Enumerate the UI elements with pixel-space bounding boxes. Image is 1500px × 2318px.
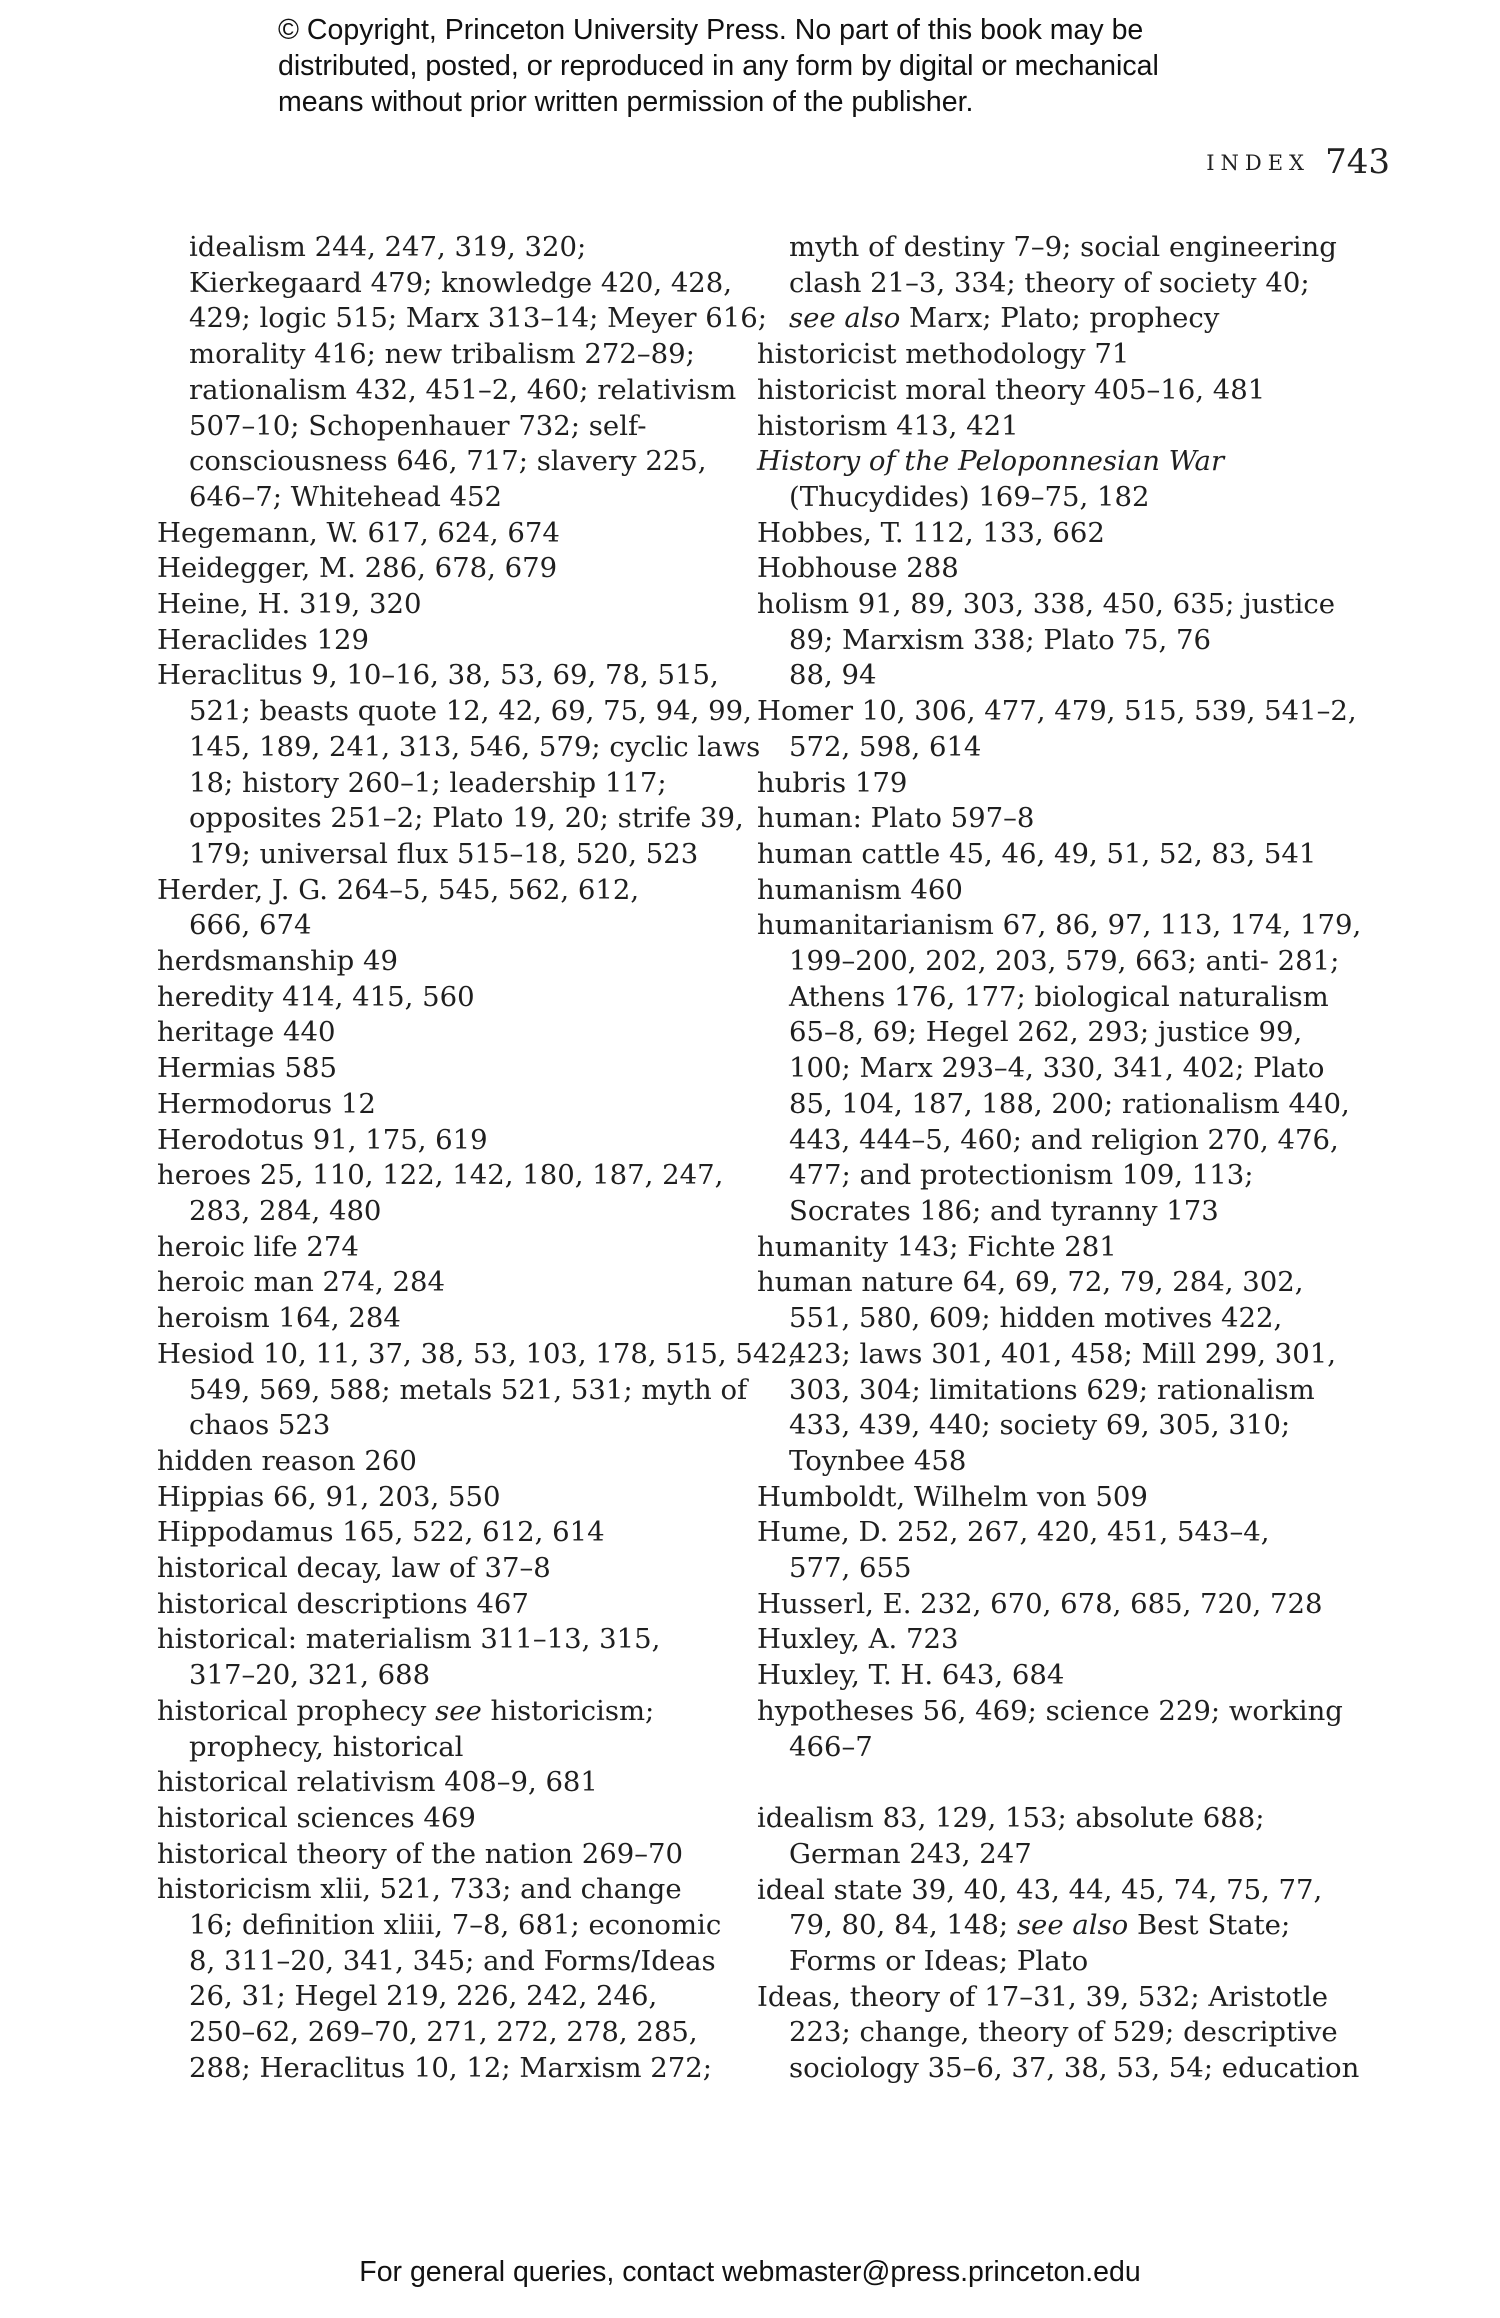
index-entry: [157, 944, 737, 980]
index-entry-continuation-line: 577, 655: [789, 1552, 912, 1585]
index-entry-continuation-line: 466–7: [789, 1730, 873, 1763]
index-entry: [157, 873, 737, 944]
index-entry-continuation-line: 26, 31; Hegel 219, 226, 242, 246,: [189, 1980, 658, 2013]
index-entry-continuation-line: 423; laws 301, 401, 458; Mill 299, 301,: [789, 1337, 1337, 1370]
index-entry-continuation-line: 18; history 260–1; leadership 117;: [189, 766, 667, 799]
index-entry-heading-line: Heidegger, M. 286, 678, 679: [157, 552, 558, 585]
index-entry-continuation-line: German 243, 247: [789, 1837, 1032, 1870]
index-entry-heading-line: historicism xlii, 521, 733; and change: [157, 1873, 682, 1906]
index-entry-heading-line: hypotheses 56, 469; science 229; working: [757, 1694, 1343, 1727]
index-entry-continuation-line: 88, 94: [789, 659, 877, 692]
index-entry-heading-line: historical: materialism 311–13, 315,: [157, 1623, 661, 1656]
index-entry-heading-line: historism 413, 421: [757, 409, 1019, 442]
index-entry-heading-line: Hegemann, W. 617, 624, 674: [157, 516, 560, 549]
index-entry-heading-line: ideal state 39, 40, 43, 44, 45, 74, 75, 77,: [757, 1873, 1323, 1906]
index-letter-break: [757, 1765, 1337, 1801]
index-entry: [157, 1480, 737, 1516]
index-entry: [757, 409, 1337, 445]
index-entry-continuation-line: (Thucydides) 169–75, 182: [789, 480, 1150, 513]
index-entry-continuation-line: 283, 284, 480: [189, 1194, 382, 1227]
running-head: [1206, 142, 1390, 182]
index-entry: [757, 337, 1337, 373]
index-entry-heading-line: myth of destiny 7–9; social engineering: [789, 231, 1337, 263]
index-entry: [157, 1230, 737, 1266]
index-entry-continuation-line: 433, 439, 440; society 69, 305, 310;: [789, 1409, 1291, 1442]
index-entry: [157, 1123, 737, 1159]
index-entry-continuation-line: see also Marx; Plato; prophecy: [789, 302, 1220, 335]
index-entry-heading-line: Huxley, A. 723: [757, 1623, 959, 1656]
index-entry-heading-line: Herder, J. G. 264–5, 545, 562, 612,: [157, 873, 640, 906]
index-entry-heading-line: Hermodorus 12: [157, 1087, 376, 1120]
index-entry: [757, 1622, 1337, 1658]
index-entry-heading-line: Ideas, theory of 17–31, 39, 532; Aristotle: [757, 1980, 1329, 2013]
index-entry: [757, 1694, 1343, 1765]
index-entry-heading-line: Hobhouse 288: [757, 552, 959, 585]
index-column-right: [757, 230, 1362, 2087]
index-entry: [157, 1015, 737, 1051]
index-entry-heading-line: heroes 25, 110, 122, 142, 180, 187, 247,: [157, 1159, 724, 1192]
index-entry-heading-line: human: Plato 597–8: [757, 802, 1035, 835]
index-entry: [757, 908, 1362, 1229]
index-entry: [757, 766, 1337, 802]
index-entry: [757, 801, 1337, 837]
index-entry-heading-line: Hippias 66, 91, 203, 550: [157, 1480, 501, 1513]
index-entry-heading-line: Hesiod 10, 11, 37, 38, 53, 103, 178, 515, 542,: [157, 1337, 797, 1370]
copyright-line-2: distributed, posted, or reproduced in any form by digital or mechanical: [278, 50, 1159, 82]
index-entry-continuation-line: Socrates 186; and tyranny 173: [789, 1194, 1219, 1227]
index-entry: [157, 587, 737, 623]
running-head-label: INDEX: [1206, 151, 1310, 175]
index-entry-heading-line: human nature 64, 69, 72, 79, 284, 302,: [757, 1266, 1304, 1299]
index-entry-continuation-line: prophecy, historical: [189, 1730, 464, 1763]
index-entry: [757, 837, 1337, 873]
index-entry-continuation-line: Athens 176, 177; biological naturalism: [789, 980, 1329, 1013]
index-entry-continuation-line: 16; definition xliii, 7–8, 681; economic: [189, 1909, 722, 1942]
index-entry-continuation-line: sociology 35–6, 37, 38, 53, 54; education: [789, 2052, 1360, 2085]
index-entry: [157, 1872, 737, 2086]
index-entry-continuation-line: 288; Heraclitus 10, 12; Marxism 272;: [189, 2051, 713, 2084]
index-entry: [157, 1515, 737, 1551]
index-entry-heading-line: herdsmanship 49: [157, 945, 398, 978]
index-entry-heading-line: Hobbes, T. 112, 133, 662: [757, 516, 1105, 549]
index-entry-continuation-line: 549, 569, 588; metals 521, 531; myth of: [189, 1373, 748, 1406]
index-entry: [157, 551, 737, 587]
index-entry-continuation-line: 79, 80, 84, 148; see also Best State;: [789, 1909, 1291, 1942]
index-entry: [157, 1801, 737, 1837]
index-entry-heading-line: heroic life 274: [157, 1230, 359, 1263]
index-entry-heading-line: historical relativism 408–9, 681: [157, 1766, 598, 1799]
index-entry: [757, 230, 1337, 337]
index-entry: [757, 1480, 1337, 1516]
index-entry-continuation-line: 223; change, theory of 529; descriptive: [789, 2016, 1338, 2049]
index-entry-heading-line: heroism 164, 284: [157, 1302, 401, 1335]
index-entry-continuation-line: consciousness 646, 717; slavery 225,: [189, 445, 707, 478]
index-entry-continuation-line: 477; and protectionism 109, 113;: [789, 1159, 1254, 1192]
index-entry: [157, 1765, 737, 1801]
index-entry-heading-line: idealism 83, 129, 153; absolute 688;: [757, 1802, 1265, 1835]
index-entry: [757, 1658, 1337, 1694]
index-entry-continuation-line: clash 21–3, 334; theory of society 40;: [789, 266, 1310, 299]
index-entry-continuation-line: 429; logic 515; Marx 313–14; Meyer 616;: [189, 302, 767, 335]
index-entry: [157, 1051, 737, 1087]
index-entry-continuation-line: 666, 674: [189, 909, 312, 942]
copyright-notice: [278, 12, 1278, 120]
index-entry-heading-line: holism 91, 89, 303, 338, 450, 635; justice: [757, 588, 1336, 621]
copyright-line-1: © Copyright, Princeton University Press. No part of this book may be: [278, 14, 1144, 46]
index-entry-heading-line: historicist moral theory 405–16, 481: [757, 373, 1266, 406]
index-entry: [157, 1587, 737, 1623]
index-entry: [757, 1230, 1337, 1266]
index-entry-continuation-line: chaos 523: [189, 1409, 331, 1442]
index-entry-heading-line: historical prophecy see historicism;: [157, 1694, 655, 1727]
index-entry-continuation-line: 317–20, 321, 688: [189, 1659, 431, 1692]
index-entry-continuation-line: 8, 311–20, 341, 345; and Forms/Ideas: [189, 1944, 716, 1977]
index-entry-heading-line: Huxley, T. H. 643, 684: [757, 1659, 1065, 1692]
index-entry: [157, 1337, 797, 1444]
index-entry: [157, 1087, 737, 1123]
index-entry: [757, 1873, 1337, 1980]
index-entry-continuation-line: 250–62, 269–70, 271, 272, 278, 285,: [189, 2016, 698, 2049]
index-entry-heading-line: historical descriptions 467: [157, 1587, 529, 1620]
index-entry-heading-line: Humboldt, Wilhelm von 509: [757, 1480, 1148, 1513]
index-entry: [157, 1444, 737, 1480]
index-entry-continuation-line: 443, 444–5, 460; and religion 270, 476,: [789, 1123, 1339, 1156]
index-entry-continuation-line: 521; beasts quote 12, 42, 69, 75, 94, 99,: [189, 695, 752, 728]
index-entry-continuation-line: 85, 104, 187, 188, 200; rationalism 440,: [789, 1087, 1350, 1120]
index-entry: [757, 551, 1337, 587]
index-entry: [757, 694, 1357, 765]
index-entry-heading-line: Hippodamus 165, 522, 612, 614: [157, 1516, 605, 1549]
index-entry: [757, 444, 1337, 515]
index-entry-heading-line: humanism 460: [757, 873, 963, 906]
index-entry-heading-line: heroic man 274, 284: [157, 1266, 446, 1299]
page-number: 743: [1325, 142, 1390, 182]
index-entry-continuation-line: 646–7; Whitehead 452: [189, 480, 503, 513]
index-entry-heading-line: Hermias 585: [157, 1052, 338, 1085]
index-entry-continuation-line: opposites 251–2; Plato 19, 20; strife 39,: [189, 802, 744, 835]
copyright-line-3: means without prior written permission of the publisher.: [278, 86, 974, 118]
index-entry-heading-line: Heraclides 129: [157, 623, 370, 656]
index-entry-heading-line: heritage 440: [157, 1016, 336, 1049]
index-entry-heading-line: historical decay, law of 37–8: [157, 1552, 551, 1585]
index-entry-continuation-line: 572, 598, 614: [789, 730, 982, 763]
index-entry-heading-line: Herodotus 91, 175, 619: [157, 1123, 488, 1156]
index-entry: [157, 658, 761, 872]
footer-contact: For general queries, contact webmaster@press.princeton.edu: [359, 2256, 1141, 2288]
index-entry: [757, 516, 1337, 552]
index-entry-continuation-line: 551, 580, 609; hidden motives 422,: [789, 1302, 1283, 1335]
index-entry: [757, 1265, 1337, 1479]
index-entry: [157, 1694, 737, 1765]
index-entry: [157, 1301, 737, 1337]
index-entry: [757, 1801, 1337, 1872]
index-entry-continuation-line: 89; Marxism 338; Plato 75, 76: [789, 623, 1211, 656]
index-entry-continuation-line: rationalism 432, 451–2, 460; relativism: [189, 373, 737, 406]
index-entry: [157, 1551, 737, 1587]
index-entry-heading-line: idealism 244, 247, 319, 320;: [189, 231, 587, 263]
index-entry-heading-line: Heine, H. 319, 320: [157, 588, 422, 621]
index-entry: [157, 980, 737, 1016]
index-entry-continuation-line: 179; universal flux 515–18, 520, 523: [189, 837, 699, 870]
index-column-left: [157, 230, 797, 2087]
index-entry-heading-line: human cattle 45, 46, 49, 51, 52, 83, 541: [757, 837, 1317, 870]
index-entry: [757, 1980, 1360, 2087]
index-entry: [157, 623, 737, 659]
index-entry-heading-line: historical theory of the nation 269–70: [157, 1837, 683, 1870]
index-entry-continuation-line: 65–8, 69; Hegel 262, 293; justice 99,: [789, 1016, 1303, 1049]
index-entry-heading-line: Husserl, E. 232, 670, 678, 685, 720, 728: [757, 1587, 1323, 1620]
index-entry: [757, 373, 1337, 409]
index-entry: [757, 873, 1337, 909]
index-entry-heading-line: historicist methodology 71: [757, 338, 1130, 371]
index-entry-continuation-line: morality 416; new tribalism 272–89;: [189, 338, 695, 371]
index-entry-continuation-line: 303, 304; limitations 629; rationalism: [789, 1373, 1315, 1406]
index-entry-heading-line: humanitarianism 67, 86, 97, 113, 174, 179,: [757, 909, 1362, 942]
index-entry: [157, 1622, 737, 1693]
index-entry-heading-line: hidden reason 260: [157, 1444, 417, 1477]
index-entry-heading-line: History of the Peloponnesian War: [757, 445, 1225, 478]
index-entry-continuation-line: Forms or Ideas; Plato: [789, 1945, 1089, 1978]
index-entry: [157, 230, 767, 516]
index-entry-heading-line: Homer 10, 306, 477, 479, 515, 539, 541–2,: [757, 695, 1357, 728]
index-entry-continuation-line: 199–200, 202, 203, 579, 663; anti- 281;: [789, 945, 1340, 978]
index-entry: [757, 587, 1337, 694]
index-entry-continuation-line: 507–10; Schopenhauer 732; self-: [189, 409, 647, 442]
index-entry: [757, 1587, 1337, 1623]
index-entry: [157, 1158, 737, 1229]
index-entry-continuation-line: 100; Marx 293–4, 330, 341, 402; Plato: [789, 1052, 1325, 1085]
index-entry-heading-line: historical sciences 469: [157, 1801, 476, 1834]
index-entry-continuation-line: Toynbee 458: [789, 1444, 967, 1477]
index-entry-continuation-line: 145, 189, 241, 313, 546, 579; cyclic laws: [189, 730, 761, 763]
index-entry: [157, 1837, 737, 1873]
index-entry-heading-line: Hume, D. 252, 267, 420, 451, 543–4,: [757, 1516, 1270, 1549]
index-entry: [757, 1515, 1337, 1586]
index-entry-heading-line: heredity 414, 415, 560: [157, 980, 475, 1013]
index-entry-heading-line: hubris 179: [757, 766, 908, 799]
index-entry-heading-line: humanity 143; Fichte 281: [757, 1230, 1117, 1263]
index-entry: [157, 1265, 737, 1301]
index-entry-heading-line: Heraclitus 9, 10–16, 38, 53, 69, 78, 515,: [157, 659, 719, 692]
index-entry-continuation-line: Kierkegaard 479; knowledge 420, 428,: [189, 266, 733, 299]
index-entry: [157, 516, 737, 552]
